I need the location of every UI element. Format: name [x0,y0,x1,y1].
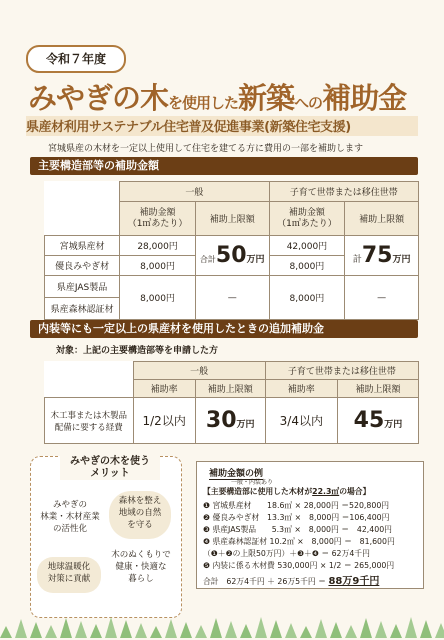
rate-child: 3/4以内 [265,398,337,444]
limit-child-value: 75 [361,243,393,268]
limit-general-prefix: 合計 [199,255,216,264]
limit2-general-unit: 万円 [236,420,255,430]
example-condition [203,486,370,497]
example-line-1: ❶ 宮城県産材 18.6㎥ × 28,000円 ＝520,800円 [203,501,390,510]
total-value: 88万9千円 [328,576,380,587]
condition-prefix: 【主要構造部に使用した木材が [203,487,313,496]
example-line-6: ❺ 内装に係る木材費 530,000円 × 1/2 ＝ 265,000円 [203,561,395,570]
amount-child-yuryo: 8,000円 [269,256,345,276]
tree-icon [345,625,357,638]
row-label-certified: 県産森林認証材 [45,298,120,320]
example-box [196,461,424,589]
limit-general-unit: 万円 [246,255,265,265]
merit-title: みやぎの木を使う メリット [60,456,160,480]
tree-icon [360,618,372,638]
limit2-general-cell [195,398,265,444]
row-label-jas: 県産JAS製品 [45,276,120,298]
tree-icon [75,621,87,638]
tree-icon [30,622,42,638]
interior-subsidy-table [44,361,419,444]
tree-icon [225,621,237,638]
amount-header-general: 補助金額 （1㎥あたり） [120,202,196,236]
col2-general: 一般 [133,362,265,380]
rate-header-general: 補助率 [133,380,195,398]
limit2-header-child: 補助上限額 [337,380,418,398]
condition-value: 22.3㎥ [312,487,340,496]
limit-child-dash: — [345,276,419,320]
structure-subsidy-table [44,181,419,320]
limit-general-value: 50 [215,243,247,268]
tree-icon [270,620,282,638]
tree-icon [135,623,147,638]
limit-child-prefix: 計 [352,255,362,265]
tree-row-decoration [0,612,444,640]
example-line-5: （❶＋❷の上限50万円）＋❸＋❹ ＝ 62万4千円 [203,549,370,558]
tree-icon [240,624,252,638]
limit-general-dash: — [195,276,269,320]
title-part-used: を使用した [168,94,239,112]
tree-icon [0,626,12,638]
title-part-subsidy: 補助金 [322,81,407,115]
amount-header-child: 補助金額 （1㎥あたり） [269,202,345,236]
tree-icon [195,625,207,638]
row-label-miyagi: 宮城県産材 [45,236,120,256]
limit2-header-general: 補助上限額 [195,380,265,398]
program-subtitle: 県産材利用サステナブル住宅普及促進事業(新築住宅支援) [26,120,351,135]
col2-child-migrant: 子育て世帯または移住世帯 [265,362,418,380]
program-description: 宮城県産の木材を一定以上使用して住宅を建てる方に費用の一部を補助します [48,144,364,154]
corner-cell-2 [45,362,134,398]
title-part-miyagi-wood: みやぎの木 [28,81,169,115]
row2-label: 木工事または木製品配備に要する経費 [45,398,134,444]
title-part-new-build: 新築 [238,81,295,115]
condition-suffix: の場合】 [339,487,371,496]
example-total [203,572,379,587]
tree-icon [420,620,432,638]
limit2-general-value: 30 [205,408,237,433]
merit-forest: 森林を整え 地域の自然 を守る [109,491,171,539]
row-label-yuryo: 優良みやぎ材 [45,256,120,276]
tree-icon [105,617,117,638]
limit-child-cell [345,236,419,276]
merit-box [30,456,182,618]
tree-icon [405,617,417,638]
tree-icon [45,625,57,638]
section2-heading: 内装等にも一定以上の県産材を使用したときの追加補助金 [30,320,418,338]
col-child-migrant: 子育て世帯または移住世帯 [269,182,418,202]
tree-icon [165,619,177,638]
tree-icon [120,620,132,638]
col-general: 一般 [120,182,269,202]
example-line-3: ❸ 県産JAS製品 5.3㎥ × 8,000円 ＝ 42,400円 [203,525,392,534]
corner-cell [45,182,120,236]
tree-icon [255,617,267,638]
fiscal-year-badge: 令和７年度 [26,45,126,73]
limit2-child-cell [337,398,418,444]
limit-header-child: 補助上限額 [345,202,419,236]
amount-general-jas-certified: 8,000円 [120,276,196,320]
tree-icon [150,626,162,638]
merit-health: 木のぬくもりで 健康・快適な 暮らし [111,550,171,584]
total-prefix: 合計 62万4千円 ＋ 26万5千円 ＝ [203,577,326,586]
tree-icon [375,621,387,638]
rate-general: 1/2以内 [133,398,195,444]
amount-general-yuryo: 8,000円 [120,256,196,276]
section1-heading: 主要構造部等の補助金額 [30,157,418,175]
amount-child-miyagi: 42,000円 [269,236,345,256]
title-part-to: への [294,94,323,112]
tree-icon [435,623,444,638]
example-subtitle: 一般・内装あり [231,479,274,486]
tree-icon [180,622,192,638]
example-line-4: ❹ 県産森林認証材 10.2㎥ × 8,000円 ＝ 81,600円 [203,537,395,546]
rate-header-child: 補助率 [265,380,337,398]
example-title: 補助金額の例 [209,466,263,480]
tree-icon [315,619,327,638]
limit-child-unit: 万円 [392,255,411,265]
tree-icon [90,624,102,638]
limit2-child-value: 45 [353,408,385,433]
merit-climate: 地球温暖化 対策に貢献 [37,557,101,593]
tree-icon [300,626,312,638]
amount-child-jas-certified: 8,000円 [269,276,345,320]
tree-icon [60,618,72,638]
limit-header-general: 補助上限額 [195,202,269,236]
amount-general-miyagi: 28,000円 [120,236,196,256]
merit-industry: みやぎの 林業・木材産業 の活性化 [40,500,100,534]
main-title [28,76,428,117]
limit-general-cell [195,236,269,276]
tree-icon [210,618,222,638]
tree-icon [390,624,402,638]
section2-target: 対象：上記の主要構造部等を申請した方 [56,346,219,356]
tree-icon [15,619,27,638]
limit2-child-unit: 万円 [384,420,403,430]
tree-icon [330,622,342,638]
tree-icon [285,623,297,638]
example-line-2: ❷ 優良みやぎ材 13.3㎥ × 8,000円 ＝106,400円 [203,513,390,522]
